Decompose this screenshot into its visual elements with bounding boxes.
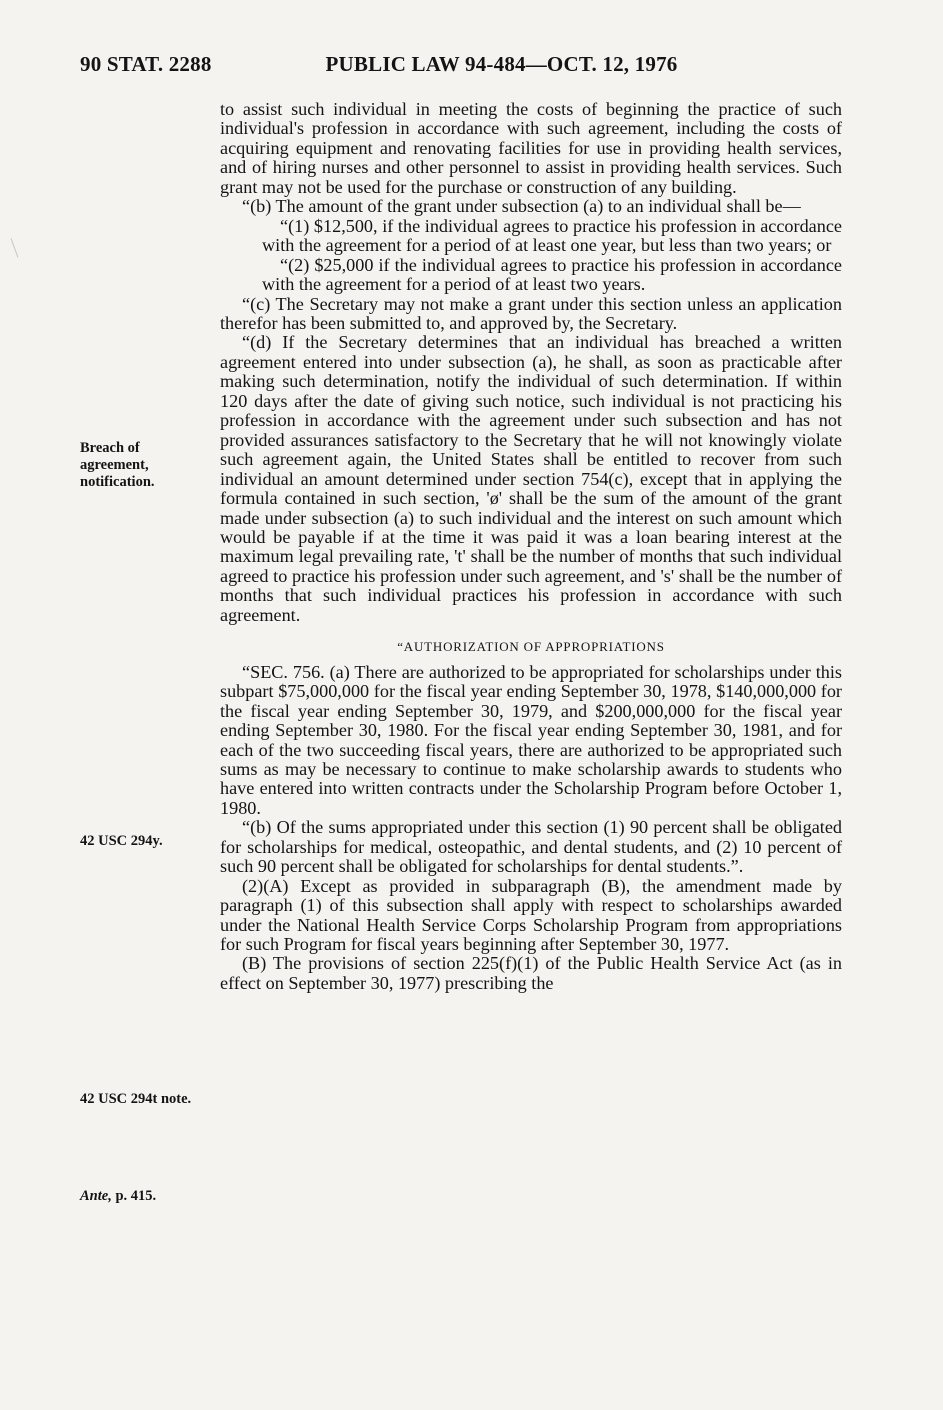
section-756-a: “SEC. 756. (a) There are authorized to be appropriated for scholarships under this subpart $75,000,000 for the fiscal year ending September 30, 1978, $140,000,000 for the fiscal year ending September 30, 1979, and $200,000,000 for the fiscal year ending September 30, 1980. For the fiscal year ending September 30, 1981, and for each of the two succeeding fiscal years, there are authorized to be appropriated such sums as may be necessary to continue to make scholarship awards to students who have entered into written contracts under the Scholarship Program before October 1, 1980. — [220, 661, 842, 818]
subsection-c: “(c) The Secretary may not make a grant under this section unless an application therefor has been submitted to, and approved by, the Secretary. — [220, 293, 842, 333]
paragraph-continuation: to assist such individual in meeting the costs of beginning the practice of such individual's profession in accordance with such agreement, including the costs of acquiring equipment and renovating facilities for use in providing health services, and of hiring nurses and other personnel to assist in providing health services. Such grant may not be used for the purchase or construction of any building. — [220, 99, 842, 197]
clause-1: “(1) $12,500, if the individual agrees to practice his profession in accordance with the agreement for a period of at least one year, but less than two years; or — [262, 215, 842, 256]
subsection-b: “(b) The amount of the grant under subsection (a) to an individual shall be— — [242, 196, 801, 217]
scan-mark — [11, 238, 19, 257]
paragraph-2a: (2)(A) Except as provided in subparagraph (B), the amendment made by paragraph (1) of this subsection shall apply with respect to scholarships awarded under the National Health Service Corps Scholarship Program from appropriations for such Program for fiscal years beginning after September 30, 1977. — [220, 875, 842, 955]
ante-label: Ante, — [80, 1188, 112, 1204]
margin-note-usc-294y: 42 USC 294y. — [80, 833, 163, 849]
stat-page-number: 90 STAT. 2288 — [80, 52, 212, 76]
margin-note-ante — [80, 1188, 200, 1205]
section-756-b: “(b) Of the sums appropriated under this section (1) 90 percent shall be obligated for scholarships for medical, osteopathic, and dental students, and (2) 10 percent of such 90 percent shall be obligated for scholarships for dental students.”. — [220, 817, 842, 877]
margin-note-breach: Breach of agreement, notification. — [80, 440, 155, 490]
margin-note-usc-294t: 42 USC 294t note. — [80, 1091, 192, 1107]
subsection-d: “(d) If the Secretary determines that an individual has breached a written agreement entered into under subsection (a), he shall, as soon as practicable after making such determination, notify the individual of such determination. If within 120 days after the date of giving such notice, such individual is not practicing his profession in accordance with the agreement under such subsection and has not provided assurances satisfactory to the Secretary that he will not knowingly violate such agreement again, the United States shall be entitled to recover from such individual an amount determined under section 754(c), except that in applying the formula contained in such section, 'ø' shall be the sum of the amount of the grant made under subsection (a) to such individual and the interest on such amount which would be payable if at the time it was paid it was a loan bearing interest at the maximum legal prevailing rate, 't' shall be the number of months that such individual agreed to practice his profession under such agreement, and 's' shall be the number of months that such individual practices his profession in accordance with such agreement. — [220, 332, 842, 625]
clause-2: “(2) $25,000 if the individual agrees to practice his profession in accordance with the agreement for a period of at least two years. — [262, 254, 842, 295]
statute-body — [220, 100, 842, 993]
ante-page: p. 415. — [111, 1188, 157, 1204]
page-header-title: PUBLIC LAW 94-484—OCT. 12, 1976 — [325, 52, 678, 76]
paragraph-2b: (B) The provisions of section 225(f)(1) of the Public Health Service Act (as in effect on September 30, 1977) prescribing the — [220, 953, 842, 993]
section-heading: “AUTHORIZATION OF APPROPRIATIONS — [397, 639, 665, 655]
